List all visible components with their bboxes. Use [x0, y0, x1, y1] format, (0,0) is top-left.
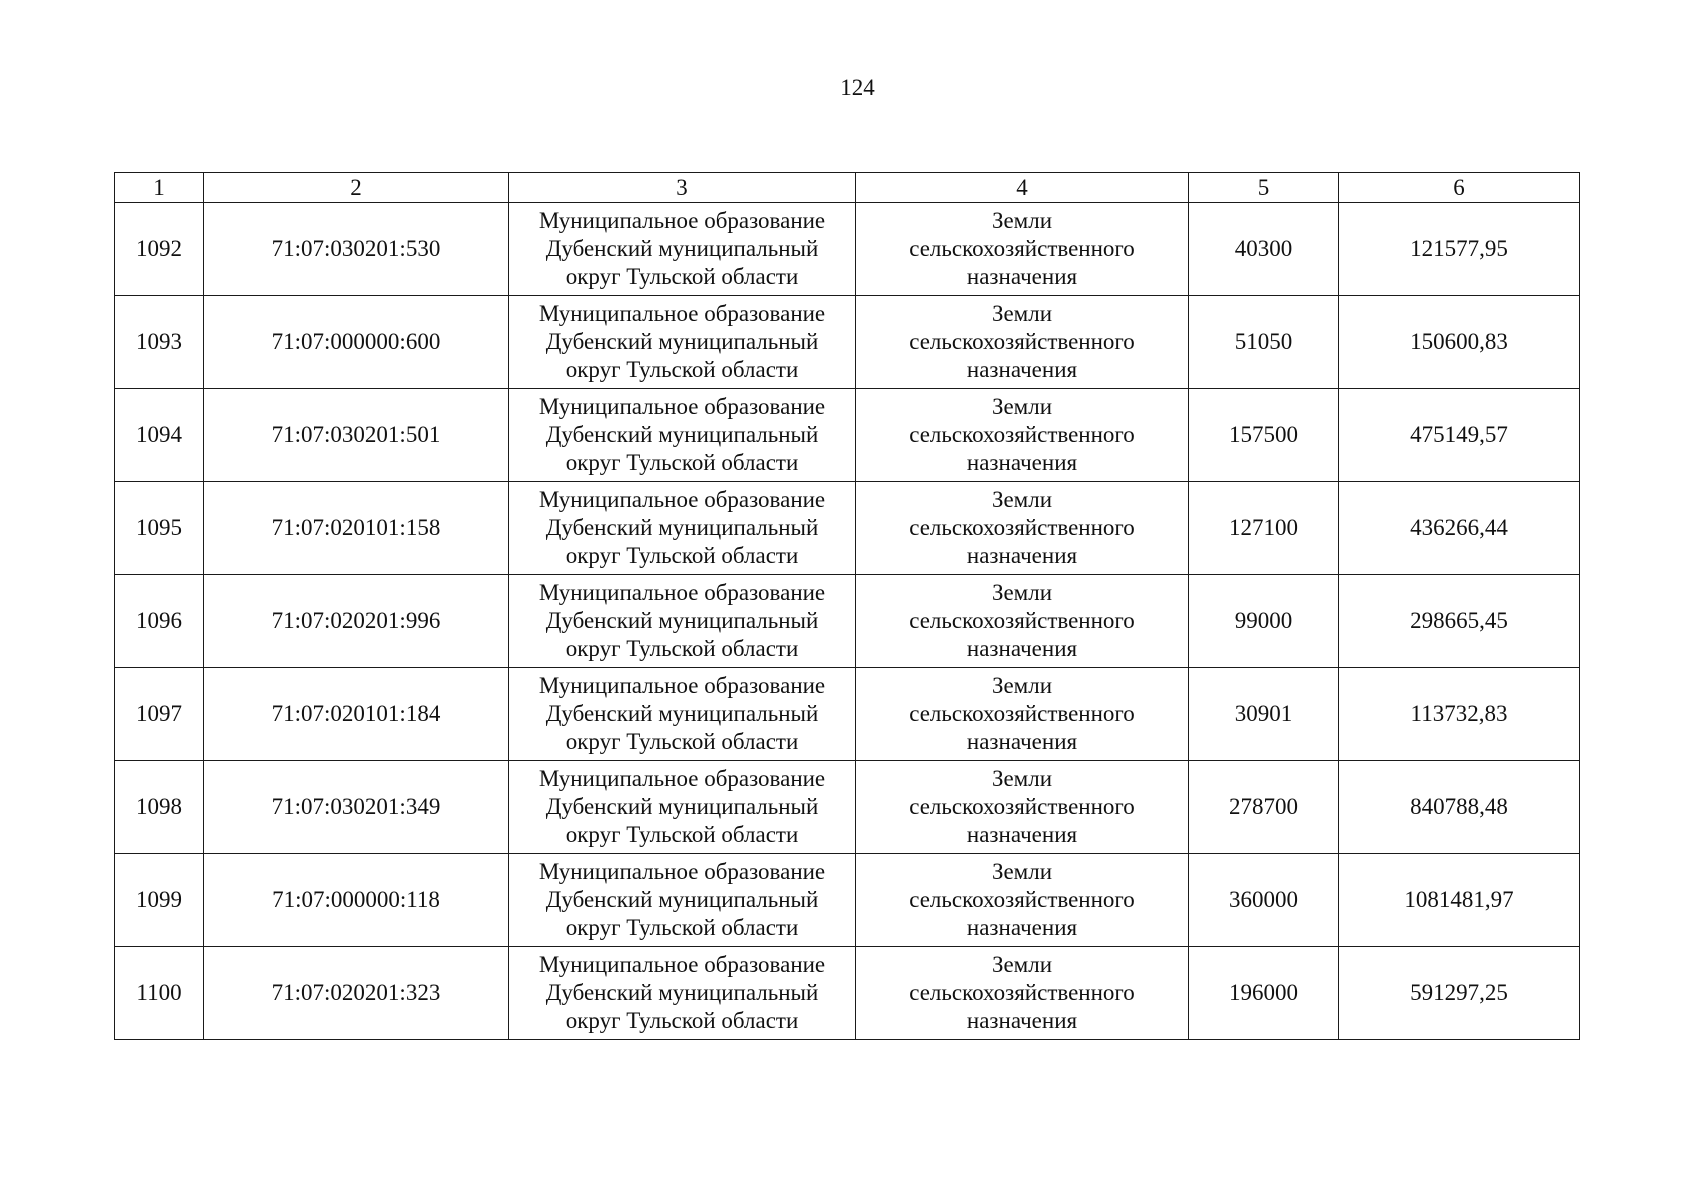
cadastral-number: 71:07:020201:323: [204, 947, 509, 1040]
cadastral-number: 71:07:000000:600: [204, 296, 509, 389]
land-category: Земли сельскохозяйственного назначения: [856, 947, 1189, 1040]
owner: Муниципальное образование Дубенский муниципальный округ Тульской области: [509, 482, 856, 575]
table-row: [115, 947, 1580, 1040]
cadastral-value: 298665,45: [1339, 575, 1580, 668]
owner: Муниципальное образование Дубенский муниципальный округ Тульской области: [509, 668, 856, 761]
owner: Муниципальное образование Дубенский муниципальный округ Тульской области: [509, 389, 856, 482]
table-row: [115, 389, 1580, 482]
owner: Муниципальное образование Дубенский муниципальный округ Тульской области: [509, 203, 856, 296]
header-row: [115, 173, 1580, 203]
row-number: 1096: [115, 575, 204, 668]
row-number: 1098: [115, 761, 204, 854]
cadastral-value: 121577,95: [1339, 203, 1580, 296]
column-header-4: 4: [856, 173, 1189, 203]
area: 127100: [1189, 482, 1339, 575]
cadastral-value: 150600,83: [1339, 296, 1580, 389]
cadastral-value: 591297,25: [1339, 947, 1580, 1040]
area: 40300: [1189, 203, 1339, 296]
area: 196000: [1189, 947, 1339, 1040]
row-number: 1092: [115, 203, 204, 296]
owner: Муниципальное образование Дубенский муниципальный округ Тульской области: [509, 575, 856, 668]
row-number: 1093: [115, 296, 204, 389]
cadastral-number: 71:07:020101:184: [204, 668, 509, 761]
land-category: Земли сельскохозяйственного назначения: [856, 203, 1189, 296]
land-category: Земли сельскохозяйственного назначения: [856, 296, 1189, 389]
page-number: 124: [840, 75, 875, 100]
table-row: [115, 203, 1580, 296]
cadastral-number: 71:07:030201:530: [204, 203, 509, 296]
cadastral-number: 71:07:020201:996: [204, 575, 509, 668]
land-category: Земли сельскохозяйственного назначения: [856, 854, 1189, 947]
column-header-3: 3: [509, 173, 856, 203]
cadastral-value: 113732,83: [1339, 668, 1580, 761]
land-category: Земли сельскохозяйственного назначения: [856, 389, 1189, 482]
cadastral-value: 840788,48: [1339, 761, 1580, 854]
area: 51050: [1189, 296, 1339, 389]
table-row: [115, 575, 1580, 668]
area: 157500: [1189, 389, 1339, 482]
column-header-2: 2: [204, 173, 509, 203]
cadastral-value: 475149,57: [1339, 389, 1580, 482]
row-number: 1095: [115, 482, 204, 575]
table-row: [115, 668, 1580, 761]
owner: Муниципальное образование Дубенский муниципальный округ Тульской области: [509, 947, 856, 1040]
table-row: [115, 296, 1580, 389]
land-category: Земли сельскохозяйственного назначения: [856, 575, 1189, 668]
table-row: [115, 854, 1580, 947]
row-number: 1094: [115, 389, 204, 482]
owner: Муниципальное образование Дубенский муниципальный округ Тульской области: [509, 854, 856, 947]
land-category: Земли сельскохозяйственного назначения: [856, 482, 1189, 575]
cadastral-number: 71:07:030201:501: [204, 389, 509, 482]
owner: Муниципальное образование Дубенский муниципальный округ Тульской области: [509, 761, 856, 854]
cadastral-number: 71:07:030201:349: [204, 761, 509, 854]
table-header: [115, 173, 1580, 203]
table-row: [115, 761, 1580, 854]
table-row: [115, 482, 1580, 575]
cadastral-value: 436266,44: [1339, 482, 1580, 575]
column-header-1: 1: [115, 173, 204, 203]
column-header-5: 5: [1189, 173, 1339, 203]
row-number: 1097: [115, 668, 204, 761]
column-header-6: 6: [1339, 173, 1580, 203]
table-body: [115, 203, 1580, 1040]
land-registry-table: [114, 172, 1580, 1040]
row-number: 1099: [115, 854, 204, 947]
area: 30901: [1189, 668, 1339, 761]
land-category: Земли сельскохозяйственного назначения: [856, 668, 1189, 761]
owner: Муниципальное образование Дубенский муниципальный округ Тульской области: [509, 296, 856, 389]
land-category: Земли сельскохозяйственного назначения: [856, 761, 1189, 854]
area: 99000: [1189, 575, 1339, 668]
cadastral-number: 71:07:000000:118: [204, 854, 509, 947]
cadastral-value: 1081481,97: [1339, 854, 1580, 947]
area: 360000: [1189, 854, 1339, 947]
cadastral-number: 71:07:020101:158: [204, 482, 509, 575]
row-number: 1100: [115, 947, 204, 1040]
area: 278700: [1189, 761, 1339, 854]
